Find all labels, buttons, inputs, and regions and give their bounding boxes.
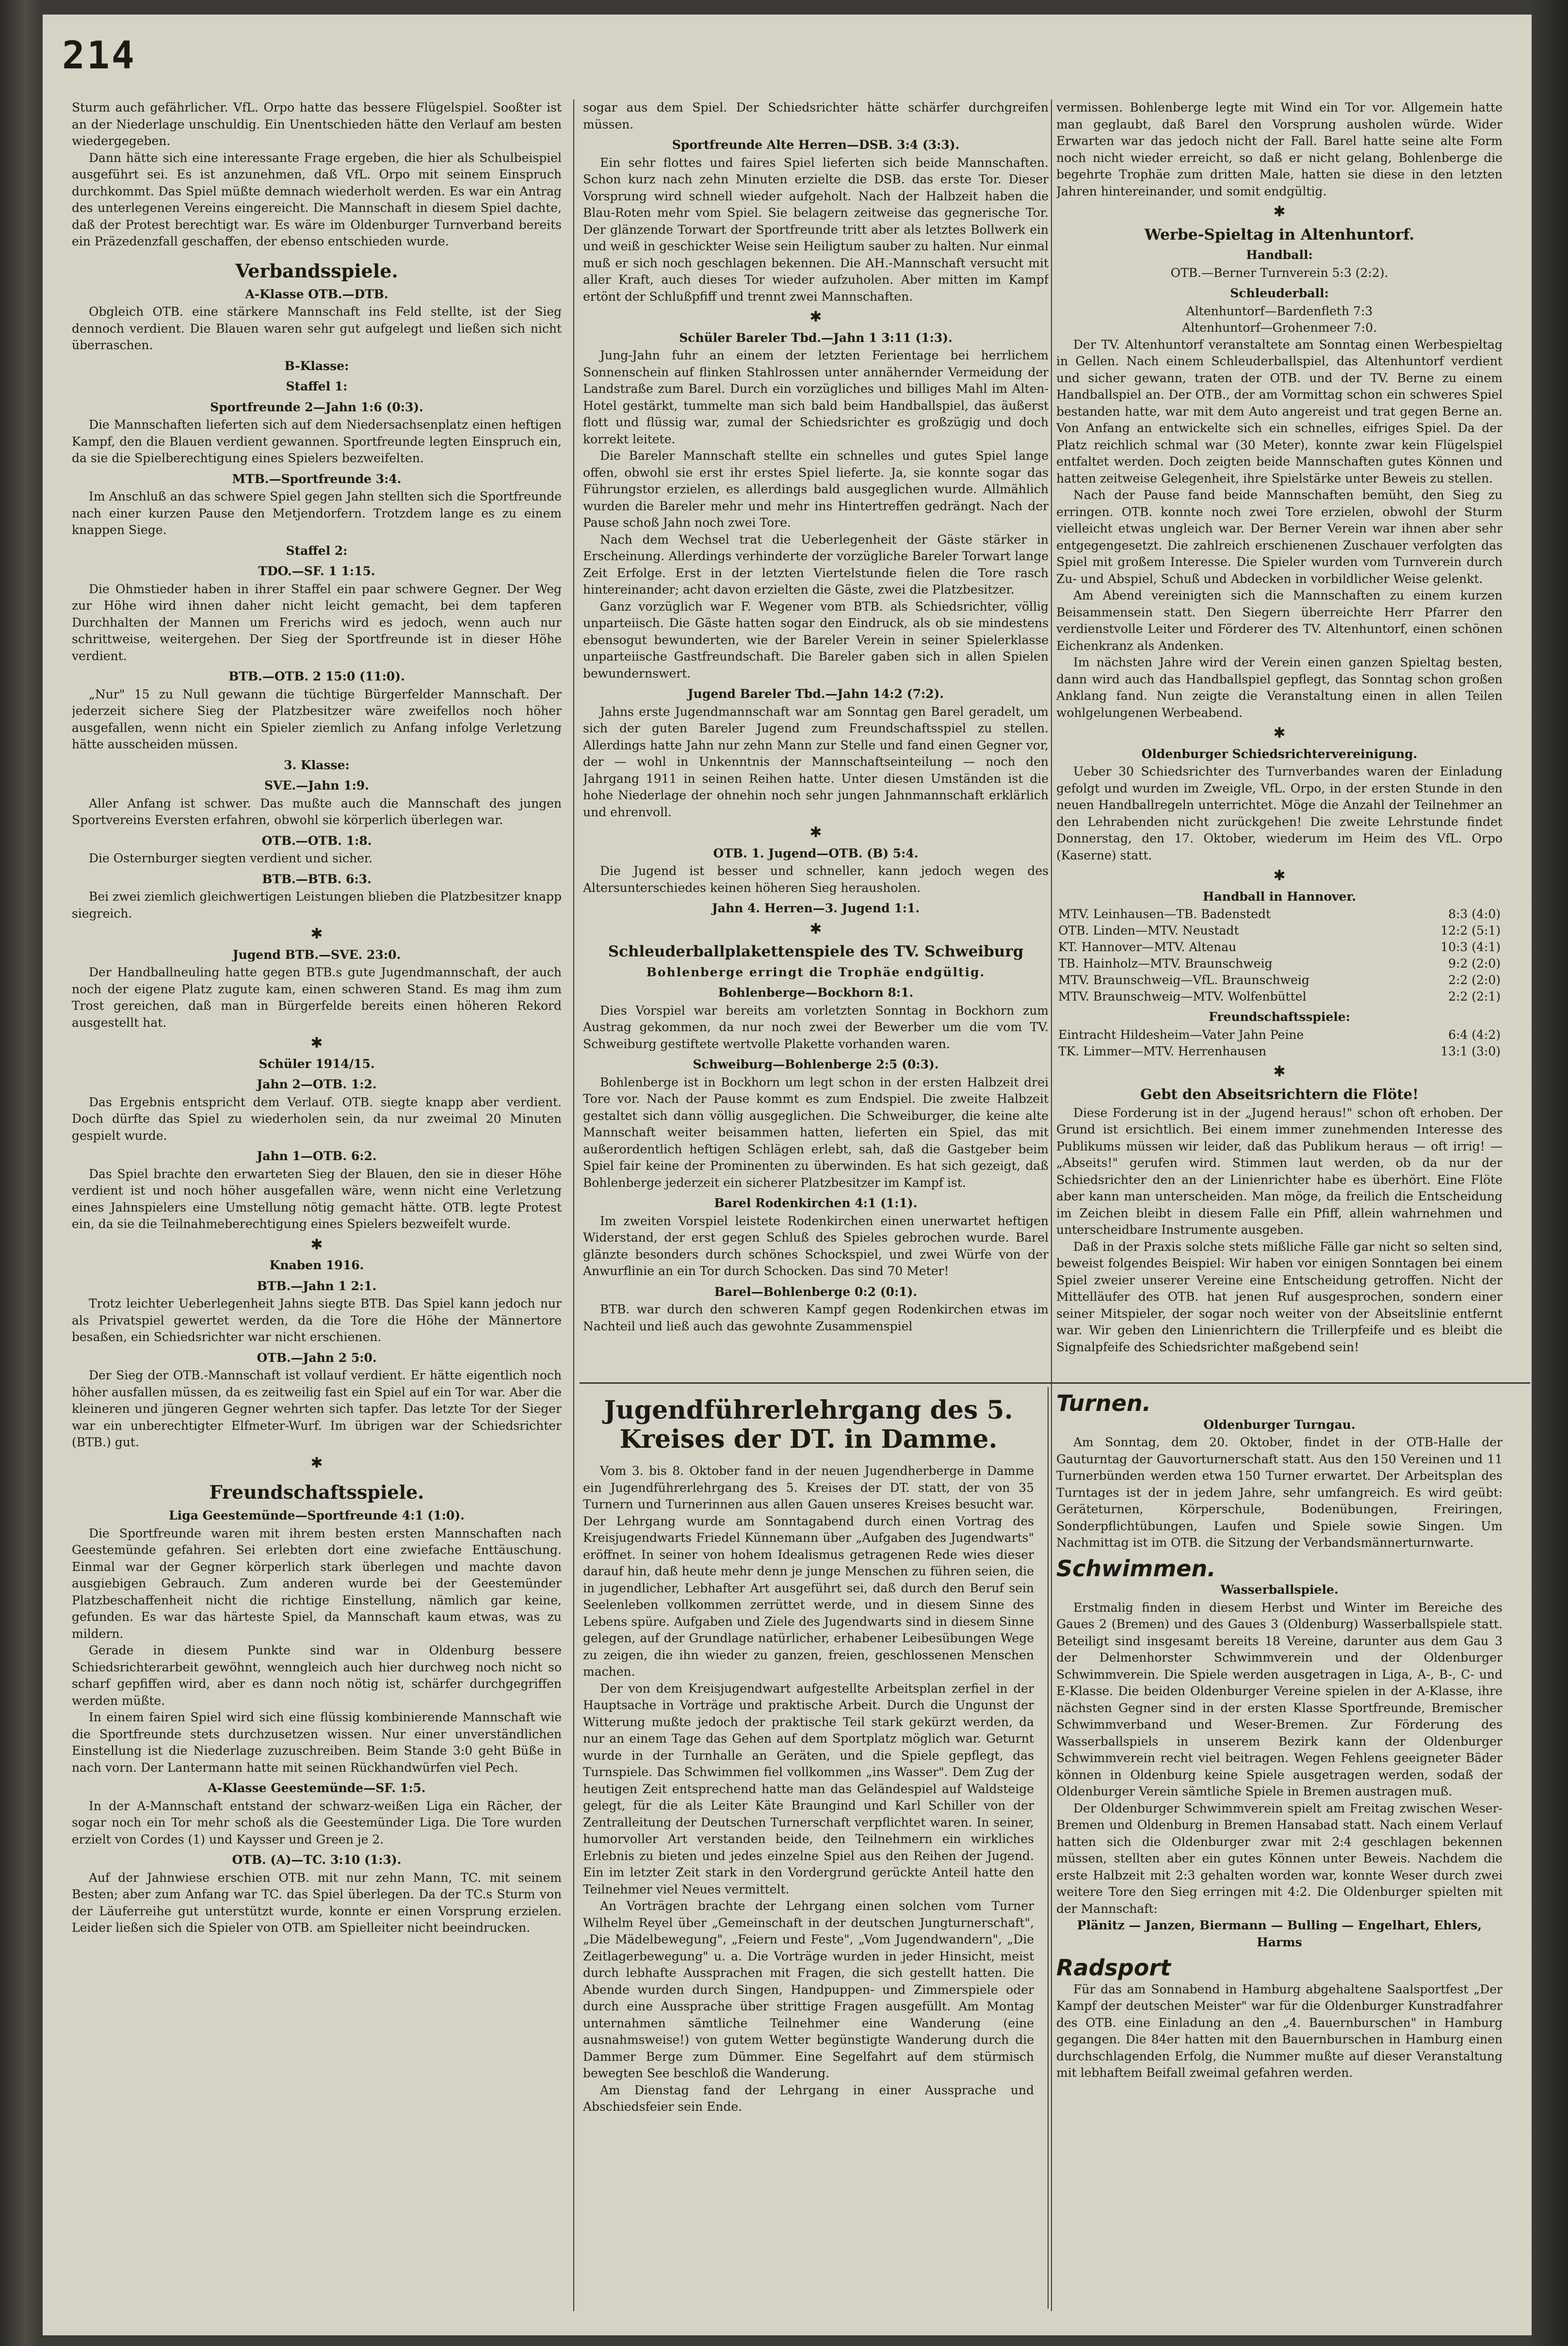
match-heading: Schüler Bareler Tbd.—Jahn 1 3:11 (1:3). — [679, 330, 953, 345]
paragraph: Die Ohmstieder haben in ihrer Staffel ein paar schwere Gegner. Der Weg zur Höhe wird ihnen daher nicht leicht gemacht, bei dem tapferen Durchhalten der Mannen um Frerichs wird es jedoch, wenn auch nur schrittweise, weitergehen. Der Sieg der Sportfreunde ist in dieser Höhe verdient. — [72, 582, 562, 663]
scan-left-edge — [0, 0, 43, 2346]
result-line: Altenhuntorf—Grohenmeer 7:0. — [1182, 321, 1377, 335]
paragraph: Bohlenberge ist in Bockhorn um legt schon in der ersten Halbzeit drei Tore vor. Nach der Pause kommt es zum Endspiel. Die zweite Halbzeit gestaltet sich dann völlig ausgeglichen. Die Schweiburger, die keine alte Mannschaft weiter beisammen hatten, lieferten ein Spiel, das mit außerordentlich heftigen Schlägen erlebt, sah, daß die Gastgeber beim Spiel fair keine der Prominenten zu überwinden. Es hat sich gezeigt, daß Bohlenberge jederzeit ein sicherer Platzbesitzer im Kampf ist. — [583, 1075, 1049, 1190]
column-3 — [1056, 99, 1503, 1380]
column-rule-1 — [573, 99, 574, 2311]
result-row — [1056, 939, 1503, 955]
result-row — [1056, 988, 1503, 1005]
section-subheading: Oldenburger Turngau. — [1203, 1417, 1356, 1432]
result-row — [1056, 1027, 1503, 1043]
section-heading-schleuderball: Schleuderballplakettenspiele des TV. Schweiburg — [608, 943, 1024, 960]
match-heading: OTB.—OTB. 1:8. — [261, 833, 372, 848]
match-heading: OTB. (A)—TC. 3:10 (1:3). — [232, 1853, 402, 1867]
match-cell: MTV. Leinhausen—TB. Badenstedt — [1058, 907, 1271, 921]
result-line: OTB.—Berner Turnverein 5:3 (2:2). — [1170, 265, 1389, 280]
page-number: 214 — [62, 34, 136, 78]
paragraph: Im Anschluß an das schwere Spiel gegen Jahn stellten sich die Sportfreunde nach einer kurzen Pause den Metjendorfern. Trotzdem lange es zu einem knappen Siege. — [72, 489, 562, 537]
paragraph: Am Abend vereinigten sich die Mannschaften zu einem kurzen Beisammensein statt. Den Siegern überreichte Herr Pfarrer den verdienstvolle Leiter und Förderer des TV. Altenhuntorf, einen schönen Eichenkranz als Andenken. — [1056, 588, 1503, 653]
paragraph: „Nur" 15 zu Null gewann die tüchtige Bürgerfelder Mannschaft. Der jederzeit sichere Sieg der Platzbesitzer wäre zweifellos noch höher ausgefallen, wenn nicht ein Spieler ziemlich zu Anfang infolge Verletzung hätte ausscheiden müssen. — [72, 687, 562, 751]
paragraph: Der TV. Altenhuntorf veranstaltete am Sonntag einen Werbespieltag in Gellen. Nach einem Schleuderballspiel, das Altenhuntorf verdient und sicher gewann, traten der OTB. und der TV. Berne zu einem Handballspiel an. Der OTB., der am Vormittag schon ein schweres Spiel bestanden hatte, war mit dem Auto angereist und trat gegen Berne an. Von Anfang an entwickelte sich ein schnelles, eifriges Spiel. Da der Platz reichlich schmal war (30 Meter), konnte zwar kein Flügelspiel entfaltet werden. Doch zeigten beide Mannschaften gutes Können und hatten zeitweise Gelegenheit, ihre Spielstärke unter Beweis zu stellen. — [1056, 337, 1503, 485]
group-heading: Staffel 2: — [286, 543, 348, 558]
sports-briefs — [1056, 1392, 1503, 2309]
paragraph: Erstmalig finden in diesem Herbst und Winter im Bereiche des Gaues 2 (Bremen) und des Gaues 3 (Oldenburg) Wasserballspiele statt. Beteiligt sind insgesamt bereits 18 Vereine, darunter aus dem Gau 3 der Delmenhorster Schwimmverein und der Oldenburger Schwimmverein. Die Spiele werden ausgetragen in Liga, A-, B-, C- und E-Klasse. Die beiden Oldenburger Vereine spielen in der A-Klasse, ihre nächsten Gegner sind in der ersten Klasse Sportfreunde, Bremischer Schwimmverband und Weser-Bremen. Zur Förderung des Wasserballspiels in unserem Bezirk kann der Oldenburger Schwimmverein recht viel beitragen. Wegen Fehlens geeigneter Bäder können in Oldenburg keine Spiele ausgetragen werden, sodaß der Oldenburger Verein sämtliche Spiele in Bremen austragen muß. — [1056, 1600, 1503, 1798]
paragraph: In der A-Mannschaft entstand der schwarz-weißen Liga ein Rächer, der sogar noch ein Tor mehr schoß als die Geestemünder Liga. Die Tore wurden erzielt von Cordes (1) und Kaysser und Green je 2. — [72, 1798, 562, 1846]
match-heading: OTB. 1. Jugend—OTB. (B) 5:4. — [713, 846, 919, 860]
match-cell: TB. Hainholz—MTV. Braunschweig — [1058, 956, 1273, 971]
paragraph: Trotz leichter Ueberlegenheit Jahns siegte BTB. Das Spiel kann jedoch nur als Privatspiel gewertet werden, da die Tore die Höhe der Männertore besaßen, ein Schiedsrichter war nicht erschienen. — [72, 1296, 562, 1344]
paragraph: Auf der Jahnwiese erschien OTB. mit nur zehn Mann, TC. mit seinem Besten; aber zum Anfang war TC. das Spiel überlegen. Da der TC.s Sturm von der Läuferreihe gut unterstützt wurde, konnte er einen Vorsprung erzielen. Leider ließen sich die Spieler von OTB. am Spielleiter nicht beeindrucken. — [72, 1870, 562, 1935]
match-heading: BTB.—OTB. 2 15:0 (11:0). — [228, 669, 405, 683]
match-heading: A-Klasse Geestemünde—SF. 1:5. — [208, 1781, 426, 1795]
paragraph: Daß in der Praxis solche stets mißliche Fälle gar nicht so selten sind, beweist folgendes Beispiel: Wir haben vor einigen Sonntagen bei einem Spiel zweier unserer Vereine eine Entscheidung getroffen. Nicht der Mittelläufer des OTB. hat jenen Ruf ausgesprochen, sondern einer seiner Mitspieler, der sogar noch weiter von der Abseitslinie entfernt war. Wir geben den Linienrichtern die Trillerpfeife und es bleibt die Signalpfeife des Schiedsrichter maßgebend sein! — [1056, 1239, 1503, 1354]
separator-star: ✱ — [1273, 1063, 1286, 1080]
section-subheading: Bohlenberge erringt die Trophäe endgültig. — [646, 965, 986, 979]
match-heading: Sportfreunde Alte Herren—DSB. 3:4 (3:3). — [672, 138, 960, 152]
section-rule — [580, 1382, 1530, 1384]
paragraph: Das Ergebnis entspricht dem Verlauf. OTB. siegte knapp aber verdient. Doch dürfte das Spiel zu wiederholen sein, da nur zweimal 20 Minuten gespielt wurde. — [72, 1095, 562, 1143]
match-heading: TDO.—SF. 1 1:15. — [258, 564, 375, 578]
section-heading-werbespieltag: Werbe-Spieltag in Altenhuntorf. — [1144, 226, 1415, 243]
category-heading: Schüler 1914/15. — [259, 1056, 375, 1071]
result-row — [1056, 972, 1503, 988]
intro-paragraph: Sturm auch gefährlicher. VfL. Orpo hatte das bessere Flügelspiel. Sooßter ist an der Niederlage unschuldig. Ein Unentschieden hätte den Verlauf am besten wiedergegeben. — [72, 100, 562, 148]
match-heading: Bohlenberge—Bockhorn 8:1. — [718, 986, 914, 1000]
paragraph: Am Sonntag, dem 20. Oktober, findet in der OTB-Halle der Gauturntag der Gauvorturnerschaft statt. Aus den 150 Vereinen und 11 Turnerbünden werden etwa 150 Turner erwartet. Der Arbeitsplan des Turntages ist der in jedem Jahre, sehr umfangreich. Es wird geübt: Geräteturnen, Körperschule, Bodenübungen, Freiringen, Sonderpflichtübungen, Laufen und Spiele sowie Singen. Um Nachmittag ist im OTB. die Sitzung der Verbandsmännerturnwarte. — [1056, 1435, 1503, 1550]
match-heading: Sportfreunde 2—Jahn 1:6 (0:3). — [210, 400, 423, 414]
category-heading: Knaben 1916. — [269, 1258, 364, 1272]
column-rule-2 — [1051, 99, 1052, 2311]
separator-star: ✱ — [809, 824, 822, 841]
match-heading: BTB.—BTB. 6:3. — [262, 872, 372, 886]
match-heading: SVE.—Jahn 1:9. — [264, 778, 369, 793]
section-heading-radsport: Radsport — [1056, 1955, 1171, 1981]
separator-star: ✱ — [1273, 725, 1286, 742]
match-heading: OTB.—Jahn 2 5:0. — [257, 1350, 377, 1365]
column-1 — [72, 99, 562, 2301]
match-cell: Eintracht Hildesheim—Vater Jahn Peine — [1058, 1027, 1304, 1042]
paragraph: Die Mannschaften lieferten sich auf dem Niedersachsenplatz einen heftigen Kampf, den die Blauen verdient gewannen. Sportfreunde legten Einspruch ein, da sie die Spielberechtigung eines Spielers bezweifelten. — [72, 418, 562, 465]
paragraph: Jung-Jahn fuhr an einem der letzten Ferientage bei herrlichem Sonnenschein auf flinken Stahlrossen unter annähernder Vermeidung der Landstraße zum Barel. Durch ein vorzügliches und billiges Mahl im Alten-Hotel gestärkt, tummelte man sich bald beim Handballspiel, das äußerst flott und flüssig war, zumal der Schiedsrichter es großzügig und doch korrekt leitete. — [583, 348, 1049, 446]
sport-heading: Handball: — [1246, 248, 1313, 262]
paragraph: Für das am Sonnabend in Hamburg abgehaltene Saalsportfest „Der Kampf der deutschen Meister" war für die Oldenburger Kunstradfahrer des OTB. eine Einladung an den „4. Bauernburschen" in Hamburg gegangen. Die 84er hatten mit den Bauernburschen in Hamburg einen durchschlagenden Erfolg, die Nummer mußte auf dieser Veranstaltung mit lebhaftem Beifall zweimal gefahren werden. — [1056, 1982, 1503, 2080]
match-cell: MTV. Braunschweig—VfL. Braunschweig — [1058, 973, 1309, 987]
intro-paragraph: sogar aus dem Spiel. Der Schiedsrichter hätte schärfer durchgreifen müssen. — [583, 100, 1049, 131]
paragraph: Der von dem Kreisjugendwart aufgestellte Arbeitsplan zerfiel in der Hauptsache in Vorträge und praktische Arbeit. Durch die Ungunst der Witterung mußte jedoch der praktische Teil stark gekürzt werden, da nur an einem Tage das Gehen auf dem Sportplatz möglich war. Geturnt wurde in der Turnhalle an Geräten, und die Spiele gepflegt, das Turnspiele. Das Schwimmen fiel vollkommen „ins Wasser". Dem Zug der heutigen Zeit entsprechend hatte man das Geländespiel auf Waldsteige gelegt, für die als Leiter Käte Braungind und Karl Schiller von der Zentralleitung der Deutschen Turnerschaft verpflichtet waren. In seiner, humorvoller Art verstanden beide, den Teilnehmern ein wirkliches Erlebnis zu bieten und jedes einzelne Spiel aus den Reihen der Jugend. Ein im letzter Zeit stark in den Vordergrund gerückte Anteil hatte den Teilnehmer viel Neues vermittelt. — [583, 1681, 1034, 1896]
score-cell: 12:2 (5:1) — [1440, 923, 1501, 938]
separator-star: ✱ — [310, 1454, 323, 1472]
paragraph: BTB. war durch den schweren Kampf gegen Rodenkirchen etwas im Nachteil und ließ auch das gewohnte Zusammenspiel — [583, 1302, 1049, 1333]
section-heading-schwimmen: Schwimmen. — [1056, 1555, 1216, 1582]
paragraph: Die Sportfreunde waren mit ihrem besten ersten Mannschaften nach Geestemünde gefahren. Sei erlebten dort eine zwiefache Enttäuschung. Einmal war der Gegner körperlich stark überlegen und machte davon ausgiebigen Gebrauch. Zum anderen wurde bei der Geestemünder Platzbeschaffenheit nicht die richtige Einstellung, nämlich gar keine, gefunden. Es war das härteste Spiel, da Mannschaft kaum etwas, was zu mildern. — [72, 1526, 562, 1641]
paragraph: Diese Forderung ist in der „Jugend heraus!" schon oft erhoben. Der Grund ist ersichtlich. Bei einem immer zunehmenden Interesse des Publikums müssen wir leider, daß das Publikum heraus — oft irrig! — „Abseits!" gerufen wird. Stimmen laut werden, ob da nur der Schiedsrichter den an der Linienrichter habe es überhört. Eine Flöte aber kann man unterscheiden. Man möge, da freilich die Entscheidung im Zeichen bleibt in diesem Falle ein Pfiff, allein wahrnehmen und unterscheidbare Instrumente ausgeben. — [1056, 1105, 1503, 1237]
match-heading: Jugend Bareler Tbd.—Jahn 14:2 (7:2). — [687, 687, 944, 701]
match-heading: Jahn 1—OTB. 6:2. — [257, 1149, 377, 1163]
match-cell: TK. Limmer—MTV. Herrenhausen — [1058, 1044, 1267, 1058]
paragraph: Vom 3. bis 8. Oktober fand in der neuen Jugendherberge in Damme ein Jugendführerlehrgang des 5. Kreises der DT. statt, der von 35 Turnern und Turnerinnen aus allen Gauen unseres Kreises besucht war. Der Lehrgang wurde am Sonntagabend durch einen Vortrag des Kreisjugendwarts Friedel Künnemann über „Aufgaben des Jugendwarts" eröffnet. In seiner von hohem Idealismus getragenen Rede wies dieser darauf hin, daß heute mehr denn je junge Menschen zu führen seien, die in jugendlicher, Lebhafter Art ausgeführt sei, daß durch den Beruf sein Seelenleben vollkommen zerrüttet werde, und in diesem Sinne des Lebens spüre. Aufgaben und Ziele des Jugendwarts sind in diesem Sinne gelegen, auf der Grundlage natürlicher, erhabener Leibesübungen Wege zu zeigen, die ihn wieder zu ganzen, freien, geschlossenen Menschen machen. — [583, 1464, 1034, 1679]
separator-star: ✱ — [1273, 203, 1286, 220]
paragraph: Dann hätte sich eine interessante Frage ergeben, die hier als Schulbeispiel ausgeführt sei. Es ist anzunehmen, daß VfL. Orpo mit seinem Einspruch durchkommt. Das Spiel müßte demnach wiederholt werden. Es war ein Antrag des unterlegenen Vereins eingereicht. Die Mannschaft in diesem Spiel dachte, daß der Protest berechtigt war. Es wäre im Oldenburger Turnverband bereits ein Präzedenzfall geschaffen, der ebenso entschieden wurde. — [72, 150, 562, 248]
score-cell: 8:3 (4:0) — [1448, 907, 1501, 921]
section-heading-floete: Gebt den Abseitsrichtern die Flöte! — [1140, 1086, 1419, 1102]
paragraph: Ganz vorzüglich war F. Wegener vom BTB. als Schiedsrichter, völlig unparteiisch. Die Gäste hatten sogar den Eindruck, als ob sie mindestens ebensogut bewunderten, wie der Bareler Verein in seiner Spielerklasse unparteiische Gastfreundschaft. Die Bareler gaben sich in allen Spielen bewundernswert. — [583, 599, 1049, 680]
column-rule-3 — [1048, 1387, 1049, 2309]
section-heading-freundschaftsspiele: Freundschaftsspiele. — [209, 1481, 424, 1503]
paragraph: Die Bareler Mannschaft stellte ein schnelles und gutes Spiel lange offen, obwohl sie erst ihr erstes Spiel lieferte. Ja, sie konnte sogar das Führungstor erzielen, es allerdings bald ausgeglichen wurde. Allmählich wurden die Bareler mehr und mehr ins Hintertreffen gedrängt. Nach der Pause schoß Jahn noch zwei Tore. — [583, 449, 1049, 530]
paragraph: Im zweiten Vorspiel leistete Rodenkirchen einen unerwartet heftigen Widerstand, der erst gegen Schluß des Spieles gebrochen wurde. Barel glänzte besonders durch schönes Schockspiel, und zwei Würfe von der Anwurflinie an ein Tor durch Schocken. Das sind 70 Meter! — [583, 1213, 1049, 1278]
match-cell: KT. Hannover—MTV. Altenau — [1058, 940, 1237, 954]
results-table — [1056, 906, 1503, 1005]
paragraph: Der Sieg der OTB.-Mannschaft ist vollauf verdient. Er hätte eigentlich noch höher ausfallen müssen, da es zeitweilig fast ein Spiel auf ein Tor war. Aber die kleineren und jüngeren Gegner wehrten sich tapfer. Das letzte Tor der Sieger war ein unberechtigter Elfmeter-Wurf. Im übrigen war der Schiedsrichter (BTB.) gut. — [72, 1368, 562, 1449]
paragraph: Ueber 30 Schiedsrichter des Turnverbandes waren der Einladung gefolgt und wurden im Zweigle, VfL. Orpo, in der ersten Stunde in den neuen Handballregeln unterrichtet. Möge die Anzahl der Teilnehmer an den Lehrabenden nicht zurückgehen! Die zweite Lehrstunde findet Donnerstag, den 17. Oktober, wiederum im Heim des VfL. Orpo (Kaserne) statt. — [1056, 764, 1503, 862]
match-heading: Barel Rodenkirchen 4:1 (1:1). — [714, 1196, 918, 1210]
paragraph: In einem fairen Spiel wird sich eine flüssig kombinierende Mannschaft wie die Sportfreunde stets durchzusetzen wissen. Nur einer unverständlichen Einstellung ist die Niederlage zuzuschreiben. Beim Stande 3:0 geht Büße in nach vorn. Der Lantermann hatte mit seinen Rückhandwürfen viel Pech. — [72, 1710, 562, 1775]
paragraph: Obgleich OTB. eine stärkere Mannschaft ins Feld stellte, ist der Sieg dennoch verdient. Die Blauen waren sehr gut aufgelegt und ließen sich nicht überraschen. — [72, 305, 562, 352]
score-cell: 6:4 (4:2) — [1448, 1027, 1501, 1042]
paragraph: Ein sehr flottes und faires Spiel lieferten sich beide Mannschaften. Schon kurz nach zehn Minuten erzielte die DSB. das erste Tor. Dieser Vorsprung wird schnell wieder aufgeholt. Nach der Halbzeit haben die Blau-Roten mehr vom Spiel. Sie belagern zeitweise das gegnerische Tor. Der glänzende Torwart der Sportfreunde tritt aber als letztes Bollwerk ein und weiß in geschickter Weise sein Heiligtum sauber zu halten. Nur einmal muß er sich noch geschlagen bekennen. Die AH.-Mannschaft versucht mit aller Kraft, auch dieses Tor wieder aufzuholen. Aber mitten im Kampf ertönt der Schlußpfiff und trennt zwei Mannschaften. — [583, 155, 1049, 304]
section-heading-turnen: Turnen. — [1056, 1392, 1151, 1416]
jugendfuehrer-article — [583, 1392, 1034, 2309]
match-cell: MTV. Braunschweig—MTV. Wolfenbüttel — [1058, 989, 1307, 1003]
section-subheading: Wasserballspiele. — [1220, 1583, 1339, 1597]
paragraph: Dies Vorspiel war bereits am vorletzten Sonntag in Bockhorn zum Austrag gekommen, da nur noch zwei der Bewerber um die vom TV. Schweiburg gestiftete wertvolle Plakette vorhanden waren. — [583, 1003, 1049, 1051]
result-row — [1056, 922, 1503, 939]
paragraph: Im nächsten Jahre wird der Verein einen ganzen Spieltag besten, dann wird auch das Handballspiel gepflegt, das Sonntag schon großen Anklang fand. Nun zeigte die Veranstaltung einen in allen Teilen wohlgelungenen Werbeabend. — [1056, 655, 1503, 720]
separator-star: ✱ — [310, 1035, 323, 1052]
paragraph: Aller Anfang ist schwer. Das mußte auch die Mannschaft des jungen Sportvereins Eversten erfahren, obwohl sie körperlich überlegen war. — [72, 796, 562, 827]
paragraph: Die Jugend ist besser und schneller, kann jedoch wegen des Altersunterschiedes keinen höheren Sieg herausholen. — [583, 864, 1049, 895]
scan-right-edge — [1532, 0, 1568, 2346]
separator-star: ✱ — [1273, 867, 1286, 884]
team-lineup: Plänitz — Janzen, Biermann — Bulling — Engelhart, Ehlers, Harms — [1077, 1918, 1482, 1949]
paragraph: Gerade in diesem Punkte sind war in Oldenburg bessere Schiedsrichterarbeit gewöhnt, wenngleich auch hier durchweg noch nicht so scharf gepfiffen wird, aber es dann noch nötig ist, schärfer durchgegriffen werden müßte. — [72, 1643, 562, 1708]
paragraph: Am Dienstag fand der Lehrgang in einer Aussprache und Abschiedsfeier sein Ende. — [583, 2083, 1034, 2114]
league-heading: 3. Klasse: — [284, 758, 350, 772]
group-heading: Staffel 1: — [286, 379, 348, 393]
score-cell: 2:2 (2:0) — [1448, 973, 1501, 987]
score-cell: 13:1 (3:0) — [1440, 1044, 1501, 1058]
league-heading: B-Klasse: — [284, 358, 349, 373]
paragraph: Der Oldenburger Schwimmverein spielt am Freitag zwischen Weser-Bremen und Oldenburg in Bremen Hansabad statt. Nach einem Verlauf hatten sich die Oldenburger zwar mit 2:4 geschlagen bekennen müssen, stellten aber ein gutes Können unter Beweis. Nachdem die erste Halbzeit mit 2:3 gehalten worden war, konnte Weser durch zwei weitere Tore den Sieg erringen mit 4:2. Die Oldenburger spielten mit der Mannschaft: — [1056, 1801, 1503, 1916]
score-cell: 9:2 (2:0) — [1448, 956, 1501, 971]
league-heading: A-Klasse OTB.—DTB. — [245, 287, 388, 301]
separator-star: ✱ — [809, 308, 822, 325]
separator-star: ✱ — [310, 1236, 323, 1253]
section-heading-schiedsrichter: Oldenburger Schiedsrichtervereinigung. — [1141, 746, 1418, 761]
separator-star: ✱ — [310, 925, 323, 942]
paragraph: Jahns erste Jugendmannschaft war am Sonntag gen Barel geradelt, um sich der guten Bareler Jugend zum Freundschaftsspiel zu stellen. Allerdings hatte Jahn nur zehn Mann zur Stelle und fand einen Gegner vor, der — wohl in Unkenntnis der Mannschaftseinteilung — noch den Jahrgang 1911 in seinen Reihen hatte. Unter diesen Umständen ist die hohe Niederlage der ohnehin noch sehr jungen Jahnmannschaft erklärlich und ehrenvoll. — [583, 704, 1049, 819]
score-cell: 10:3 (4:1) — [1440, 940, 1501, 954]
match-heading: Liga Geestemünde—Sportfreunde 4:1 (1:0). — [169, 1508, 465, 1522]
paragraph: Die Osternburger siegten verdient und sicher. — [89, 851, 373, 865]
separator-star: ✱ — [809, 920, 822, 938]
match-heading: Jahn 2—OTB. 1:2. — [257, 1077, 377, 1091]
match-cell: OTB. Linden—MTV. Neustadt — [1058, 923, 1239, 938]
match-heading: BTB.—Jahn 1 2:1. — [257, 1278, 377, 1293]
sport-heading: Freundschaftsspiele: — [1209, 1010, 1350, 1024]
match-heading: Barel—Bohlenberge 0:2 (0:1). — [714, 1284, 918, 1299]
section-heading-hannover: Handball in Hannover. — [1202, 889, 1357, 904]
paragraph: An Vorträgen brachte der Lehrgang einen solchen vom Turner Wilhelm Reyel über „Gemeinschaft in der deutschen Jungturnerschaft", „Die Mädelbewegung", „Feiern und Feste", „Vom Jugendwandern", „Die Zeitlagerbewegung" u. a. Die Vorträge wurden in jeder Hinsicht, meist durch lebhafte Aussprachen mit Fragen, die sich gestellt hatten. Die Abende wurden durch Singen, Handpuppen- und Zimmerspiele oder durch eine Aussprache über strittige Fragen ausgefüllt. Am Montag unternahmen sämtliche Teilnehmer eine Wanderung (eine ausnahmsweise!) von gutem Wetter begünstigte Wanderung durch die Dammer Berge zum Dümmer. Eine Segelfahrt auf dem stürmisch bewegten See beschloß die Wanderung. — [583, 1899, 1034, 2080]
match-heading: Jahn 4. Herren—3. Jugend 1:1. — [711, 901, 920, 915]
result-row — [1056, 906, 1503, 922]
match-heading: Schweiburg—Bohlenberge 2:5 (0:3). — [693, 1057, 939, 1071]
sport-heading: Schleuderball: — [1230, 286, 1329, 300]
match-heading: MTB.—Sportfreunde 3:4. — [232, 471, 402, 486]
paragraph: Bei zwei ziemlich gleichwertigen Leistungen blieben die Platzbesitzer knapp siegreich. — [72, 890, 562, 921]
paragraph: Das Spiel brachte den erwarteten Sieg der Blauen, den sie in dieser Höhe verdient ist und noch höher ausgefallen wäre, wenn nicht eine Verletzung eines Jahnspielers eine Umstellung nötig gemacht hätte. OTB. legte Protest ein, da sie die Teilnahmeberechtigung eines Spielers bezweifelt wurde. — [72, 1166, 562, 1231]
result-line: Altenhuntorf—Bardenfleth 7:3 — [1186, 304, 1373, 318]
article-headline: Jugendführerlehrgang des 5. Kreises der DT. in Damme. — [604, 1395, 1013, 1454]
match-heading: Jugend BTB.—SVE. 23:0. — [232, 947, 401, 962]
paragraph: Nach der Pause fand beide Mannschaften bemüht, den Sieg zu erringen. OTB. konnte noch zwei Tore erzielen, obwohl der Sturm vielleicht etwas ungleich war. Der Berner Verein war ihnen aber sehr entgegengesetzt. Die zahlreich erschienenen Zuschauer verfolgten das Spiel mit großem Interesse. Die Spieler wurden vom Turnverein durch Zu- und Abspiel, Schuß und Abdecken in vorbildlicher Weise gelenkt. — [1056, 488, 1503, 586]
result-row — [1056, 1043, 1503, 1060]
result-row — [1056, 955, 1503, 972]
section-heading-verbandsspiele: Verbandsspiele. — [235, 259, 398, 282]
friendly-results-table — [1056, 1027, 1503, 1060]
score-cell: 2:2 (2:1) — [1448, 989, 1501, 1003]
intro-paragraph: vermissen. Bohlenberge legte mit Wind ein Tor vor. Allgemein hatte man geglaubt, daß Barel den Vorsprung ausholen würde. Wider Erwarten war das jedoch nicht der Fall. Barel hatte seine alte Form noch nicht wieder erreicht, so daß er nicht gelang, Bohlenberge die begehrte Trophäe zum dritten Male, hatten sie diese in den letzten Jahren hintereinander, und somit endgültig. — [1056, 100, 1503, 198]
paragraph: Der Handballneuling hatte gegen BTB.s gute Jugendmannschaft, der auch noch der eigene Platz zugute kam, einen schweren Stand. Es mag ihm zum Trost gereichen, daß man in Bürgerfelde bereits einen höheren Rekord ausgestellt hat. — [72, 965, 562, 1030]
paragraph: Nach dem Wechsel trat die Ueberlegenheit der Gäste stärker in Erscheinung. Allerdings verhinderte der vorzügliche Bareler Torwart lange Zeit Erfolge. Erst in der letzten Viertelstunde fielen die Tore rasch hintereinander; acht davon erzielten die Gäste, zwei die Platzbesitzer. — [583, 532, 1049, 597]
column-2 — [583, 99, 1049, 1380]
